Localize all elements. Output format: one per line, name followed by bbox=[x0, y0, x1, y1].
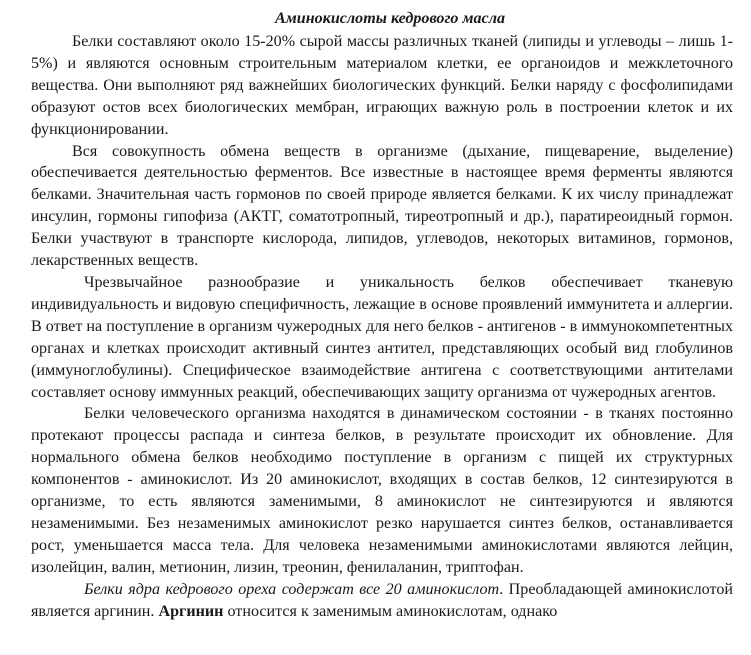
paragraph-dynamic-state: Белки человеческого организма находятся в динамическом состоянии - в тканях постоянно протекают процессы распада и синтеза белков, в результате происходит их обновление. Для нормального обмена белков необходимо поступление в организм с пищей их структурных компонентов - аминокислот. Из 20 аминокислот, входящих в состав белков, 12 синтезируются в организме, то есть являются заменимыми, 8 аминокислот не синтезируются и являются незаменимыми. Без незаменимых аминокислот резко нарушается синтез белков, останавливается рост, уменьшается масса тела. Для человека незаменимыми аминокислотами являются лейцин, изолейцин, валин, метионин, лизин, треонин, фенилаланин, триптофан. bbox=[31, 405, 733, 576]
paragraph-text-part-2: относится к заменимым аминокислотам, однако bbox=[223, 602, 558, 620]
paragraph-enzymes: Вся совокупность обмена веществ в организме (дыхание, пищеварение, выделение) обеспечивается деятельностью ферментов. Все известные в настоящее время ферменты являются белками. Значительная часть гормонов по своей природе является белками. К их числу принадлежат инсулин, гормоны гипофиза (АКТГ, соматотропный, тиреотропный и др.), паратиреоидный гормон. Белки участвуют в транспорте кислорода, липидов, углеводов, некоторых витаминов, гормонов, лекарственных веществ. bbox=[31, 142, 733, 270]
paragraph-immunity: Чрезвычайное разнообразие и уникальность белков обеспечивает тканевую индивидуальность и видовую специфичность, лежащие в основе проявлений иммунитета и аллергии. В ответ на поступление в организм чужеродных для него белков - антигенов - в иммунокомпетентных органах и клетках происходит активный синтез антител, представляющих особый вид глобулинов (иммуноглобулины). Специфическое взаимодействие антигена с соответствующими антителами составляет основу иммунных реакций, обеспечивающих защиту организма от чужеродных агентов. bbox=[31, 273, 733, 401]
bold-term-arginine: Аргинин bbox=[158, 602, 224, 620]
paragraph-proteins-mass: Белки составляют около 15-20% сырой массы различных тканей (липиды и углеводы – лишь 1-5%) и являются основным строительным материалом клетки, ее органоидов и межклеточного вещества. Они выполняют ряд важнейших биологических функций. Белки наряду с фосфолипидами образуют остов всех биологических мембран, играющих важную роль в построении клеток и их функционировании. bbox=[31, 33, 733, 138]
document-title: Аминокислоты кедрового масла bbox=[274, 10, 505, 27]
paragraph-cedar-amino-acids bbox=[31, 579, 733, 623]
italic-lead-text: Белки ядра кедрового ореха содержат все 20 аминокислот bbox=[84, 580, 500, 598]
paragraph-text-part-1: . Преобладающей аминокислотой является аргинин. bbox=[31, 580, 734, 620]
